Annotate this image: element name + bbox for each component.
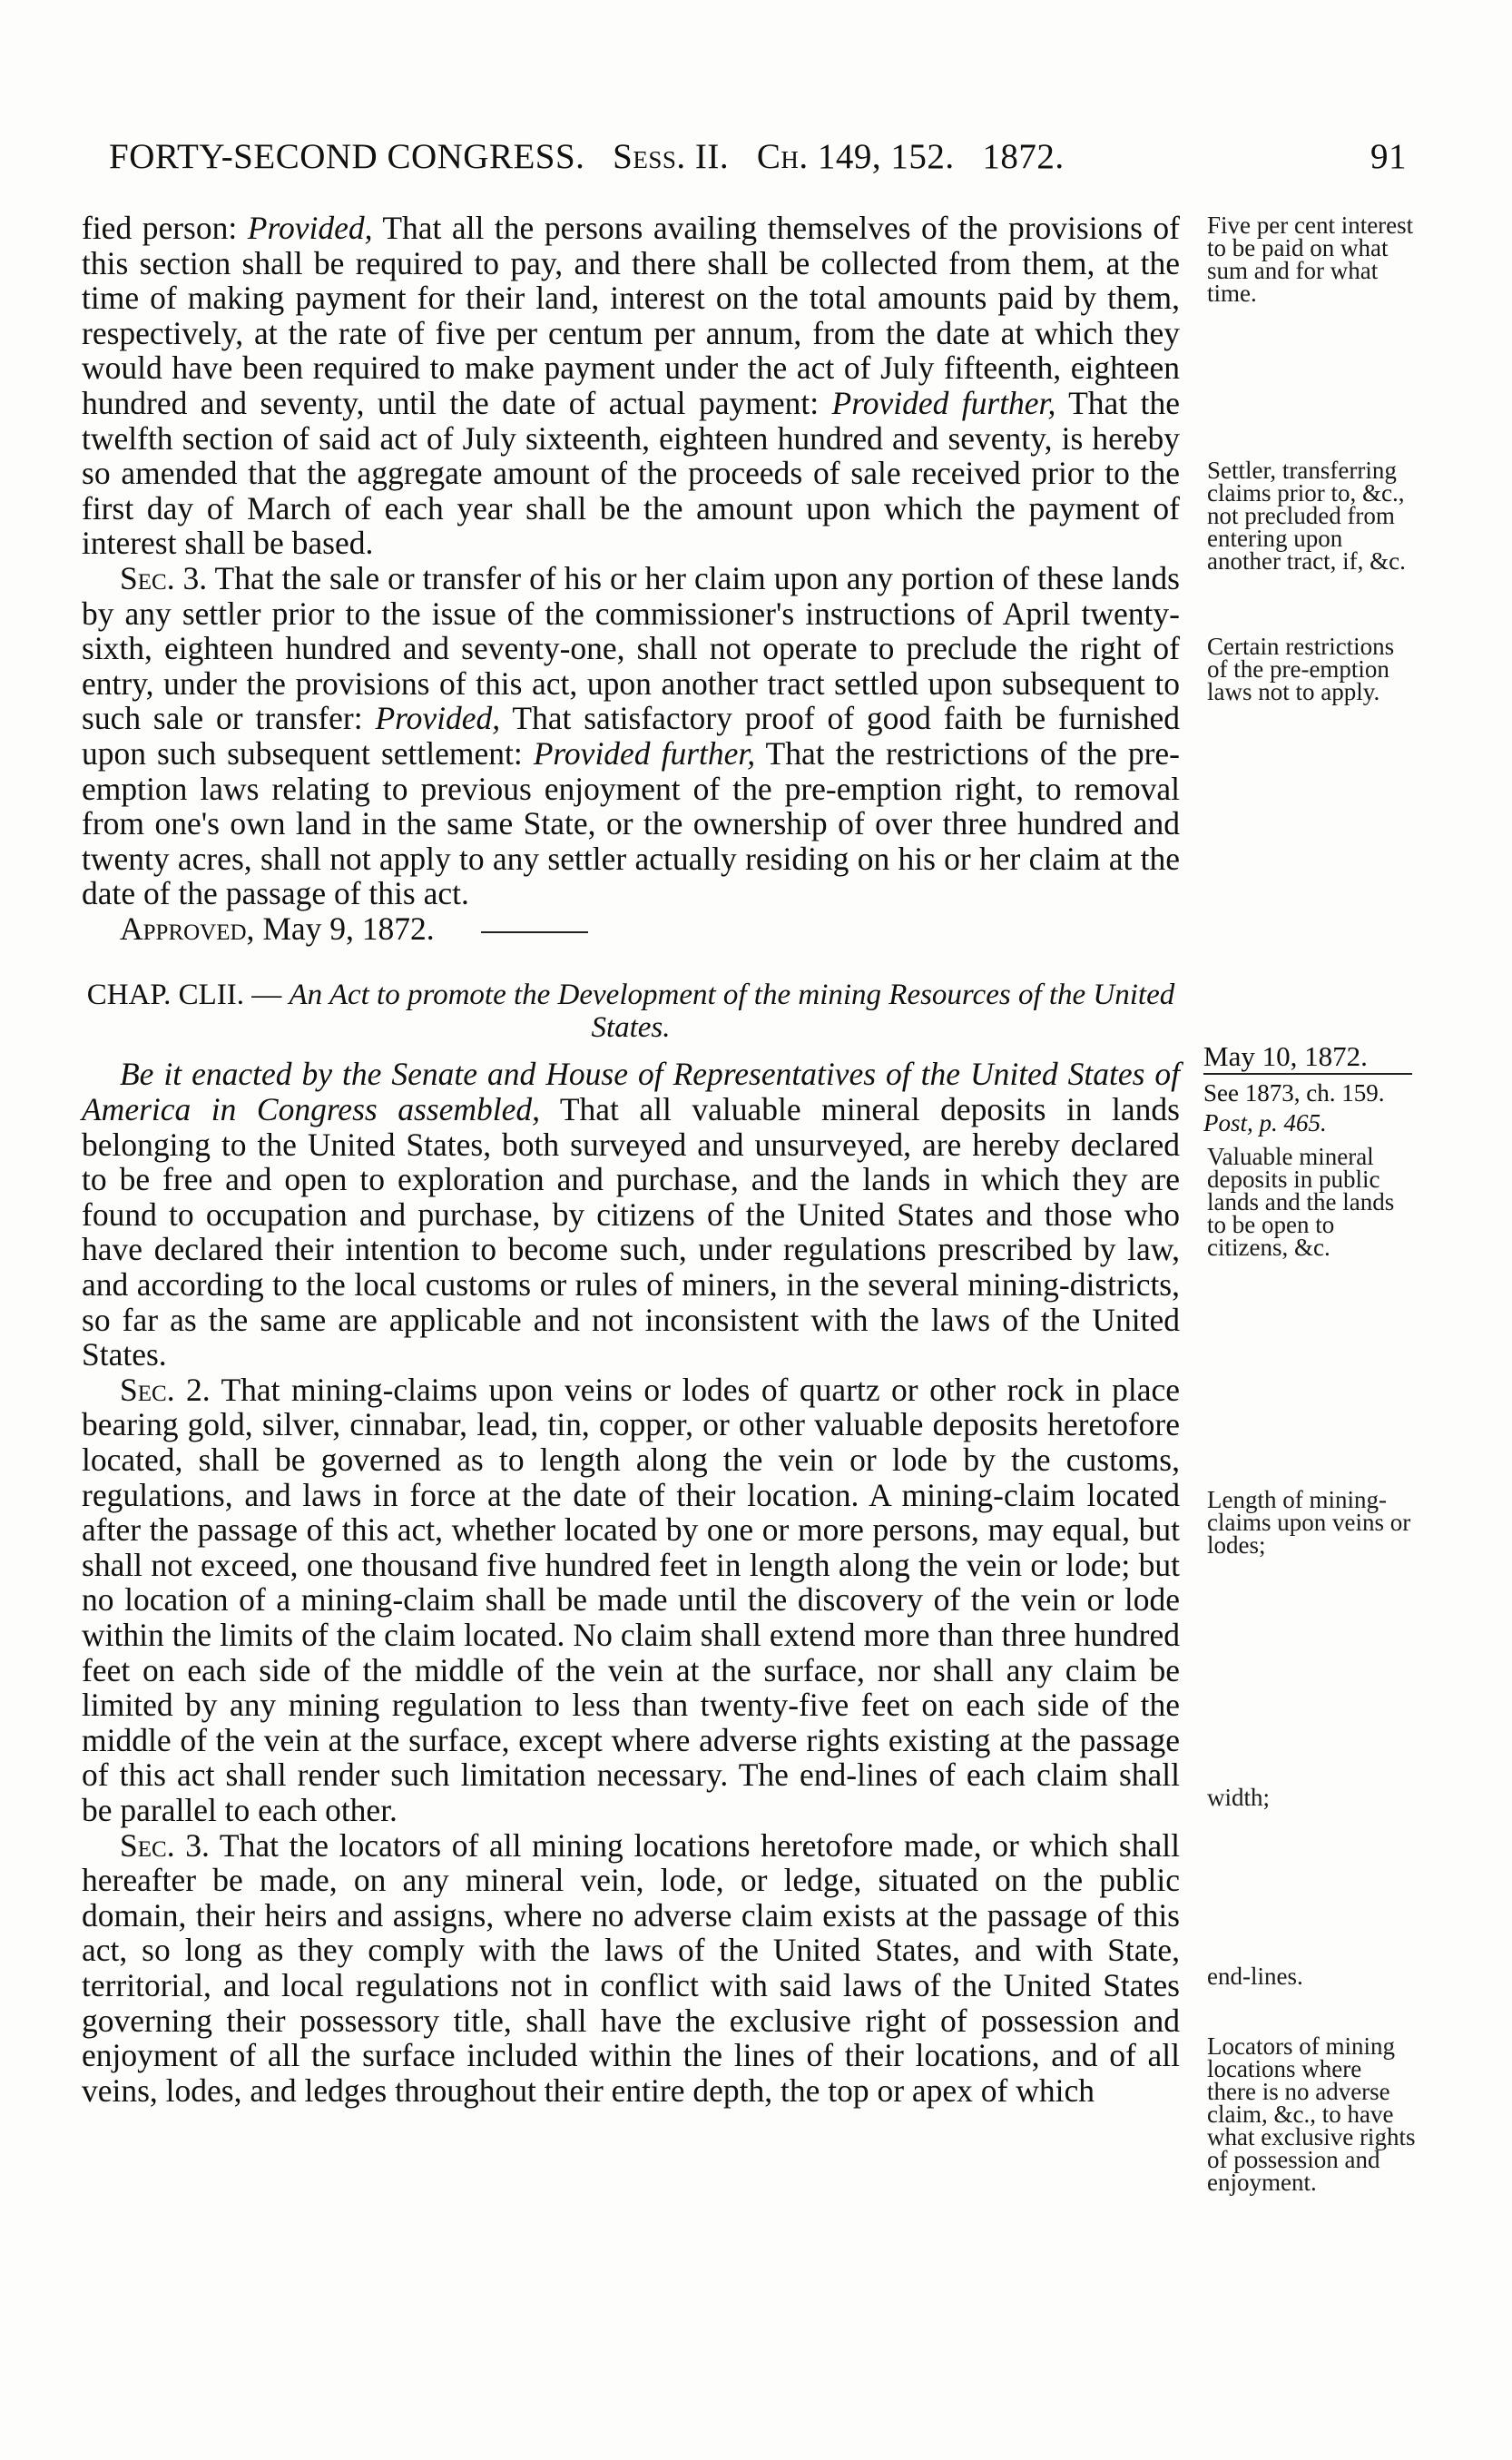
page-header	[109, 136, 1407, 187]
chapter-title: An Act to promote the Development of the mining Resources of the United States.	[289, 979, 1175, 1045]
margin-note-restrictions: Certain restrictions of the pre-emption laws not to apply.	[1207, 633, 1395, 705]
chapter-date: May 10, 1872.	[1203, 1041, 1412, 1075]
margin-note-locators: Locators of mining locations where there is no adverse claim, &c., to have what exclusive rights of possession and enjoyment.	[1207, 2032, 1416, 2196]
margin-note-settler: Settler, transferring claims prior to, &c., not precluded from entering upon another tract, if, &c.	[1207, 457, 1406, 575]
chapter-number: CHAP. CLII. —	[86, 979, 282, 1012]
margin-note-end-lines: end-lines.	[1207, 1963, 1303, 1990]
paragraph-enactment: Be it enacted by the Senate and House of Representatives of the United States of America in Congress assembled, That all valuable mineral deposits in lands belonging to the United States, both surveyed and unsurveyed, are hereby declared to be free and open to exploration and purchase, and the lands in which they are found to occupation and purchase, by citizens of the United States and those who have declared their intention to become such, under regulations prescribed by law, and according to the local customs or rules of miners, in the several mining-districts, so far as the same are applicable and not inconsistent with the laws of the United States.	[82, 1056, 1180, 1373]
section-label: Sec. 3.	[120, 559, 208, 596]
margin-note-length: Length of mining-claims upon veins or lodes;	[1207, 1486, 1411, 1559]
divider-rule	[481, 931, 588, 933]
session-label: Sess. II.	[613, 137, 730, 176]
approved-line: Approved, May 9, 1872.	[82, 911, 1180, 947]
running-head	[109, 136, 1065, 177]
page-body	[82, 211, 1180, 2108]
paragraph-sec3: Sec. 3. That the sale or transfer of his or her claim upon any portion of these lands by any settler prior to the issue of the commissioner's instructions of April twenty-sixth, eighteen hundred and seventy-one, shall not operate to preclude the right of entry, under the provisions of this act, upon another tract settled upon subsequent to such sale or transfer: Provided, That satisfactory proof of good faith be furnished upon such subsequent settlement: Provided further, That the restrictions of the pre-emption laws relating to previous enjoyment of the pre-emption right, to removal from one's own land in the same State, or the ownership of over three hundred and twenty acres, shall not apply to any settler actually residing on his or her claim at the date of the passage of this act.	[82, 559, 1181, 912]
congress-title: FORTY-SECOND CONGRESS.	[109, 137, 585, 176]
margin-note-width: width;	[1207, 1784, 1271, 1811]
page-number: 91	[1370, 137, 1407, 176]
cross-reference: See 1873, ch. 159. Post, p. 465.	[1203, 1079, 1385, 1137]
year-label: 1872.	[982, 137, 1065, 176]
paragraph-proviso: fied person: Provided, That all the persons availing themselves of the provisions of this section shall be required to pay, and there shall be collected from them, at the time of making payment for their land, interest on the total amounts paid by them, respectively, at the rate of five per centum per annum, from the date at which they would have been required to make payment under the act of July fifteenth, eighteen hundred and seventy, until the date of actual payment: Provided further, That the twelfth section of said act of July sixteenth, eighteen hundred and seventy, is hereby so amended that the aggregate amount of the proceeds of sale received prior to the first day of March of each year shall be the amount upon which the payment of interest shall be based.	[82, 210, 1180, 562]
chapter-label: Ch. 149, 152.	[756, 137, 955, 176]
paragraph-sec2: Sec. 2. That mining-claims upon veins or lodes of quartz or other rock in place bearing gold, silver, cinnabar, lead, tin, copper, or other valuable deposits heretofore located, shall be governed as to length along the vein or lode by the customs, regulations, and laws in force at the date of their location. A mining-claim located after the passage of this act, whether located by one or more persons, may equal, but shall not exceed, one thousand five hundred feet in length along the vein or lode; but no location of a mining-claim shall be made until the discovery of the vein or lode within the limits of the claim located. No claim shall extend more than three hundred feet on each side of the middle of the vein at the surface, nor shall any claim be limited by any mining regulation to less than twenty-five feet on each side of the middle of the vein at the surface, except where adverse rights existing at the passage of this act shall render such limitation necessary. The end-lines of each claim shall be parallel to each other.	[82, 1371, 1180, 1828]
margin-note-mineral-deposits: Valuable mineral deposits in public lands and the lands to be open to citizens, &c.	[1207, 1143, 1395, 1261]
margin-note-interest: Five per cent interest to be paid on what sum and for what time.	[1207, 212, 1414, 307]
paragraph-sec3-mining: Sec. 3. That the locators of all mining locations heretofore made, or which shall hereafter be made, on any mineral vein, lode, or ledge, situated on the public domain, their heirs and assigns, where no adverse claim exists at the passage of this act, so long as they comply with the laws of the United States, and with State, territorial, and local regulations not in conflict with said laws of the United States governing their possessory title, shall have the exclusive right of possession and enjoyment of all the surface included within the lines of their locations, and of all veins, lodes, and ledges throughout their entire depth, the top or apex of which	[82, 1826, 1180, 2109]
chapter-heading	[82, 979, 1180, 1044]
